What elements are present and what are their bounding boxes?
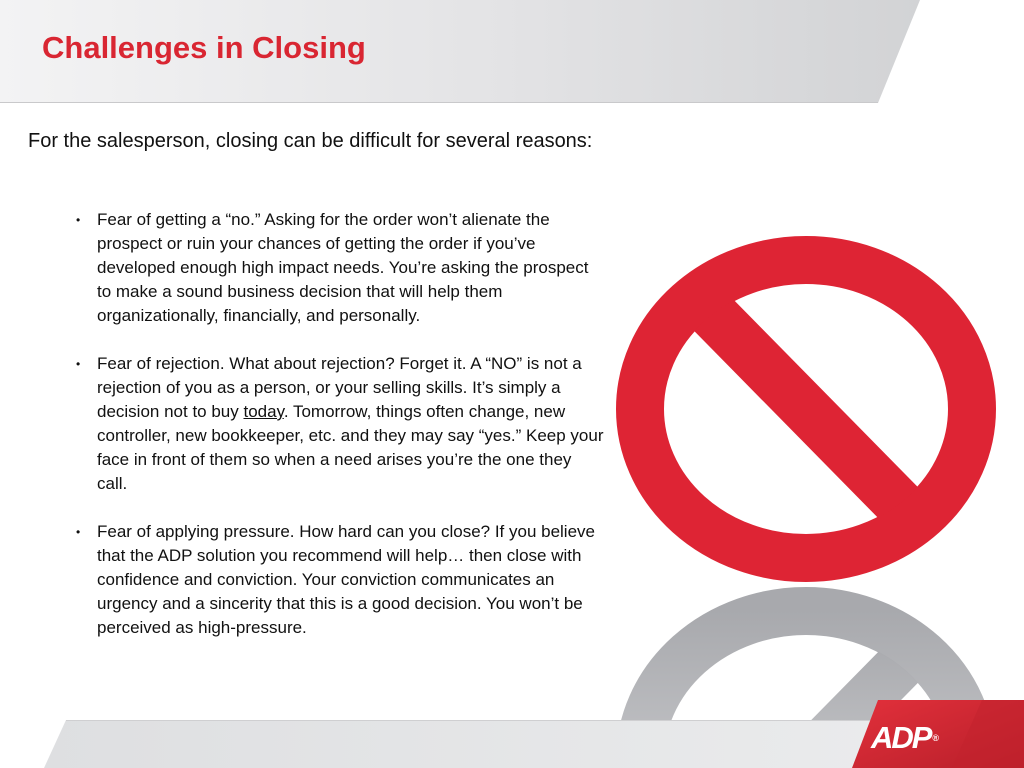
bullet-item-fear-of-no xyxy=(76,208,606,328)
registered-mark: ® xyxy=(932,733,938,743)
bullet-text: Fear of applying pressure. How hard can you close? If you believe that the ADP solution you recommend will help… then close with confidence and conviction. Your conviction communicates an urgency and a sincerity that this is a good decision. You won’t be perceived as high-pressure. xyxy=(97,522,595,637)
no-sign-icon xyxy=(615,236,997,582)
bullet-item-fear-of-rejection xyxy=(76,352,606,496)
bullet-glyph: • xyxy=(76,357,81,371)
bullet-item-fear-of-pressure xyxy=(76,520,606,640)
intro-text: For the salesperson, closing can be difficult for several reasons: xyxy=(28,130,593,152)
logo-letters: ADP xyxy=(870,720,931,755)
bullet-glyph: • xyxy=(76,525,81,539)
bullet-text: Fear of rejection. What about rejection? Forget it. A “NO” is not a rejection of you as a person, or your selling skills. It’s simply a decision not to buy xyxy=(97,354,582,421)
adp-logo-text xyxy=(868,718,940,758)
bullet-text-continued: . Tomorrow, things often change, new controller, new bookkeeper, etc. and they may say “yes.” Keep your face in front of them so when a need arises you’re the one they call. xyxy=(97,402,604,493)
bullet-list xyxy=(76,208,606,664)
underlined-word: today xyxy=(243,402,284,421)
slide-title: Challenges in Closing xyxy=(42,30,366,65)
bullet-text: Fear of getting a “no.” Asking for the order won’t alienate the prospect or ruin your chances of getting the order if you’ve developed enough high impact needs. You’re asking the prospect to make a sound business decision that will help them organizationally, financially, and personally. xyxy=(97,210,589,325)
bullet-glyph: • xyxy=(76,213,81,227)
